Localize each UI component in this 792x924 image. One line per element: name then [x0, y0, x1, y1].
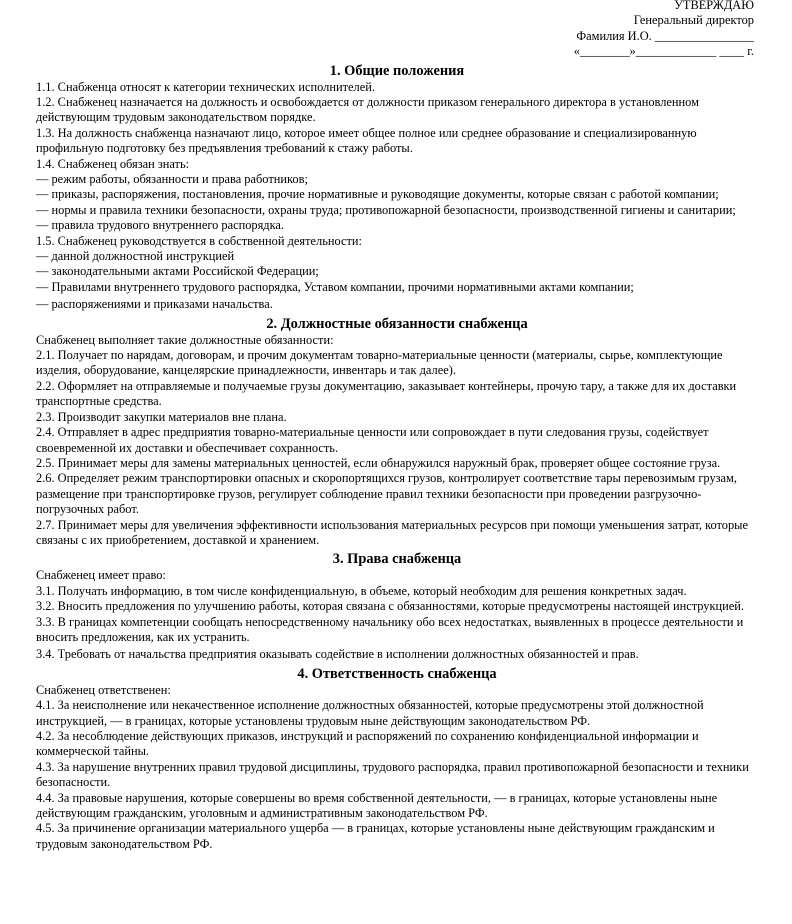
document-page: [36, 0, 758, 852]
paragraph: 1.1. Снабженца относят к категории технических исполнителей.: [36, 79, 375, 94]
paragraph: Снабженец выполняет такие должностные обязанности:: [36, 332, 334, 347]
section-title: 4. Ответственность снабженца: [297, 665, 497, 682]
paragraph: 2.1. Получает по нарядам, договорам, и прочим документам товарно-материальные ценности (материалы, сырье, комплектующие изделия, оборудование, канцелярские принадлежности, инвентарь и так далее).: [36, 348, 723, 378]
paragraph: 4.1. За неисполнение или некачественное исполнение должностных обязанностей, которые предусмотрены этой должностной инструкцией, — в границах, которые установлены трудовым ныне действующим законодательством РФ.: [36, 698, 704, 728]
section-title: 1. Общие положения: [329, 62, 465, 79]
approval-block: [36, 0, 754, 60]
paragraph: 1.5. Снабженец руководствуется в собственной деятельности:: [36, 233, 362, 248]
section-title: 3. Права снабженца: [332, 551, 462, 568]
paragraph: 2.7. Принимает меры для увеличения эффективности использования материальных ресурсов при помощи уменьшения затрат, которые связаны с их приобретением, доставкой и хранением.: [36, 517, 748, 547]
list-item: — распоряжениями и приказами начальства.: [36, 297, 273, 312]
list-item: — законодательными актами Российской Федерации;: [36, 264, 319, 279]
paragraph: 1.4. Снабженец обязан знать:: [36, 156, 190, 171]
approval-position: Генеральный директор: [633, 13, 754, 28]
paragraph: 4.3. За нарушение внутренних правил трудовой дисциплины, трудового распорядка, правил противопожарной безопасности и техники безопасности.: [36, 759, 749, 790]
paragraph: 1.3. На должность снабженца назначают лицо, которое имеет общее полное или среднее образование и специализированную профильную подготовку без предъявления требований к стажу работы.: [36, 125, 697, 156]
paragraph: 3.4. Требовать от начальства предприятия оказывать содействие в исполнении должностных обязанностей и прав.: [36, 647, 639, 662]
list-item: — нормы и правила техники безопасности, охраны труда; противопожарной безопасности, производственной гигиены и санитарии;: [36, 202, 736, 217]
section-rights: [36, 551, 758, 662]
paragraph: 2.6. Определяет режим транспортировки опасных и скоропортящихся грузов, контролирует соответствие тары перевозимым грузам, размещение при транспортировке грузов, регулирует соблюдение правил техники безопасности при проведении разгрузочно-погрузочных работ.: [36, 471, 737, 517]
paragraph: 4.5. За причинение организации материального ущерба — в границах, которые установлены ныне действующим гражданским и трудовым законодательством РФ.: [36, 821, 715, 851]
paragraph: 2.3. Производит закупки материалов вне плана.: [36, 409, 287, 424]
approval-heading: УТВЕРЖДАЮ: [674, 0, 754, 12]
approval-name-line: Фамилия И.О. ________________: [576, 28, 754, 43]
paragraph: 4.4. За правовые нарушения, которые совершены во время собственной деятельности, — в границах, которые установлены ныне действующим гражданским, уголовным и административным законодательством РФ.: [36, 790, 718, 821]
list-item: — приказы, распоряжения, постановления, прочие нормативные и руководящие документы, которые связан с работой компании;: [36, 187, 719, 202]
paragraph: 4.2. За несоблюдение действующих приказов, инструкций и распоряжений по сохранению конфиденциальной информации и коммерческой тайны.: [36, 729, 699, 759]
section-title: 2. Должностные обязанности снабженца: [266, 315, 528, 332]
section-duties: [36, 316, 758, 549]
list-item: — Правилами внутреннего трудового распорядка, Уставом компании, прочими нормативными актами компании;: [36, 279, 634, 294]
paragraph: 2.4. Отправляет в адрес предприятия товарно-материальные ценности или сопровождает в пути следования грузы, содействует своевременной их доставки и обеспечивает сохранность.: [36, 425, 709, 455]
paragraph: 2.2. Оформляет на отправляемые и получаемые грузы документацию, заказывает контейнеры, прочую тару, а также для их доставки транспортные средства.: [36, 378, 737, 409]
paragraph: 2.5. Принимает меры для замены материальных ценностей, если обнаружился наружный брак, проверяет общее состояние груза.: [36, 455, 721, 470]
paragraph: 3.2. Вносить предложения по улучшению работы, которая связана с обязанностями, которые предусмотрены настоящей инструкцией.: [36, 599, 745, 614]
paragraph: 1.2. Снабженец назначается на должность и освобождается от должности приказом генерального директора в установленном действующим трудовым законодательством порядке.: [36, 94, 699, 125]
paragraph: Снабженец имеет право:: [36, 568, 166, 583]
paragraph: Снабженец ответственен:: [36, 682, 171, 697]
list-item: — данной должностной инструкцией: [36, 249, 235, 264]
section-responsibility: [36, 666, 758, 852]
section-general: [36, 63, 758, 313]
paragraph: 3.1. Получать информацию, в том числе конфиденциальную, в объеме, который необходим для решения конкретных задач.: [36, 583, 687, 598]
list-item: — правила трудового внутреннего распорядка.: [36, 218, 285, 233]
approval-date-line: «________»_____________ ____ г.: [573, 44, 754, 59]
paragraph: 3.3. В границах компетенции сообщать непосредственному начальнику обо всех недостатках, выявленных в процессе деятельности и вносить предложения, как их устранить.: [36, 614, 744, 644]
list-item: — режим работы, обязанности и права работников;: [36, 172, 308, 186]
